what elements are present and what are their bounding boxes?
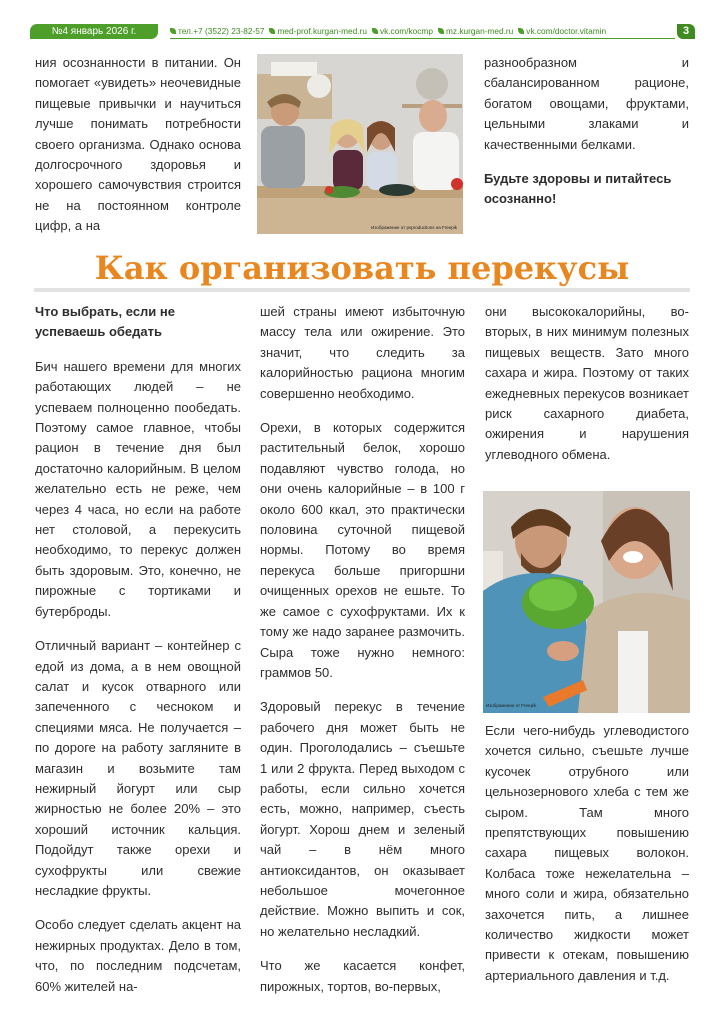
paragraph: Орехи, в которых содержится растительный белок, хорошо подавляют чувство голода, но они очень калорийные – в 100 г около 600 ккал, это практически половина суточной пищевой нормы. Потому во время перекуса больше пригоршни очищенных орехов не ешьте. То же самое с сухофруктами. Их к тому же надо заранее размочить. Сыра тоже нужно немного: граммов 50. <box>260 420 465 680</box>
paragraph: шей страны имеют избыточную массу тела или ожирение. Это значит, что следить за калорийностью рациона многим совершенно необходимо. <box>260 304 465 401</box>
couple-salad-image <box>483 491 690 713</box>
article-title: Как организовать перекусы <box>94 249 630 287</box>
issue-badge: №4 январь 2026 г. <box>30 24 158 39</box>
photo-caption: Изображение от Freepik <box>486 703 537 708</box>
prev-article-col3: разнообразном и сбалансированном рационе, богатом овощами, фруктами, цельными злаками и качественными белками. Будьте здоровы и питайтесь осознанно! <box>484 53 689 210</box>
contact-vk-doctor-vitamin[interactable]: vk.com/doctor.vitamin <box>518 24 606 38</box>
paragraph: Что же касается конфет, пирожных, тортов, во-первых, <box>260 958 465 994</box>
article-col3-bottom <box>485 721 689 986</box>
leaf-icon <box>518 28 524 34</box>
paragraph: Особо следует сделать акцент на нежирных продуктах. Дело в том, что, по последним подсчетам, 60% жителей на- <box>35 917 241 994</box>
contact-vk-kocmp[interactable]: vk.com/kocmp <box>372 24 433 38</box>
title-underline <box>34 288 690 292</box>
page-number: 3 <box>677 24 695 39</box>
leaf-icon <box>170 28 176 34</box>
article-col1 <box>35 302 241 997</box>
paragraph: Бич нашего времени для многих работающих людей – не успеваем полноценно пообедать. Поэтому самое главное, чтобы рацион в течение дня был достаточно калорийным. В целом желательно есть не реже, чем через 4 часа, но если на работе нет столовой, а перекусить необходимо, то перекус должен быть здоровым. Это, конечно, не пирожные с тортиками и бутерброды. <box>35 358 241 619</box>
contact-site-med-prof[interactable]: med-prof.kurgan-med.ru <box>269 24 366 38</box>
article-col3-top <box>485 302 689 465</box>
closing-line: Будьте здоровы и питайтесь осознанно! <box>484 171 672 207</box>
family-kitchen-photo <box>257 54 463 234</box>
page-header <box>30 24 695 40</box>
contact-site-mz[interactable]: mz.kurgan-med.ru <box>438 24 513 38</box>
leaf-icon <box>269 28 275 34</box>
leaf-icon <box>372 28 378 34</box>
article-col2 <box>260 302 465 997</box>
contact-phone: тел.+7 (3522) 23-82-57 <box>170 24 264 38</box>
contacts-bar <box>170 24 675 39</box>
photo-caption: Изображение от pvproductions на Freepik <box>371 225 457 230</box>
prev-article-col1: ния осознанности в питании. Он помогает «увидеть» неочевидные пищевые привычки и научиться лучше понимать потребности своего организма. Однако основа долгосрочного здоровья и хорошего самочувствия строится не на постоянном контроле цифр, а на <box>35 55 241 234</box>
paragraph: Отличный вариант – контейнер с едой из дома, а в нем овощной салат и кусок отварного или запеченного с чесноком и специями мяса. Не получается – по дороге на работу загляните в магазин и возьмите там нежирный йогурт или сыр жирностью не более 20% – это хороший источник кальция. Подойдут также орехи и сухофрукты или свежие несладкие фрукты. <box>35 638 241 898</box>
leaf-icon <box>438 28 444 34</box>
family-kitchen-image <box>257 54 463 234</box>
article-subheading: Что выбрать, если не успеваешь обедать <box>35 304 175 340</box>
paragraph: Здоровый перекус в течение рабочего дня может быть не один. Проголодались – съешьте 1 или 2 фрукта. Перед выходом с работы, если сильно хочется есть, можно, например, съесть йогурт. Хорош днем и зеленый чай – в нём много антиоксидантов, он оказывает небольшое мочегонное действие. Можно выпить и сок, но желательно несладкий. <box>260 699 465 939</box>
paragraph: они высококалорийны, во-вторых, в них минимум полезных пищевых веществ. Зато много сахара и жира. Поэтому от таких ежедневных перекусов возникает риск сахарного диабета, ожирения и нарушения углеводного обмена. <box>485 304 689 462</box>
paragraph: Если чего-нибудь углеводистого хочется сильно, съешьте лучше кусочек отрубного или цельнозернового хлеба с тем же сыром. Там много препятствующих повышению сахара пищевых волокон. Колбаса тоже нежелательна – много соли и жира, обязательно захочется пить, а лишнее количество жидкости может привести к отекам, повышению артериального давления и т.д. <box>485 723 689 983</box>
couple-salad-photo <box>483 491 690 713</box>
